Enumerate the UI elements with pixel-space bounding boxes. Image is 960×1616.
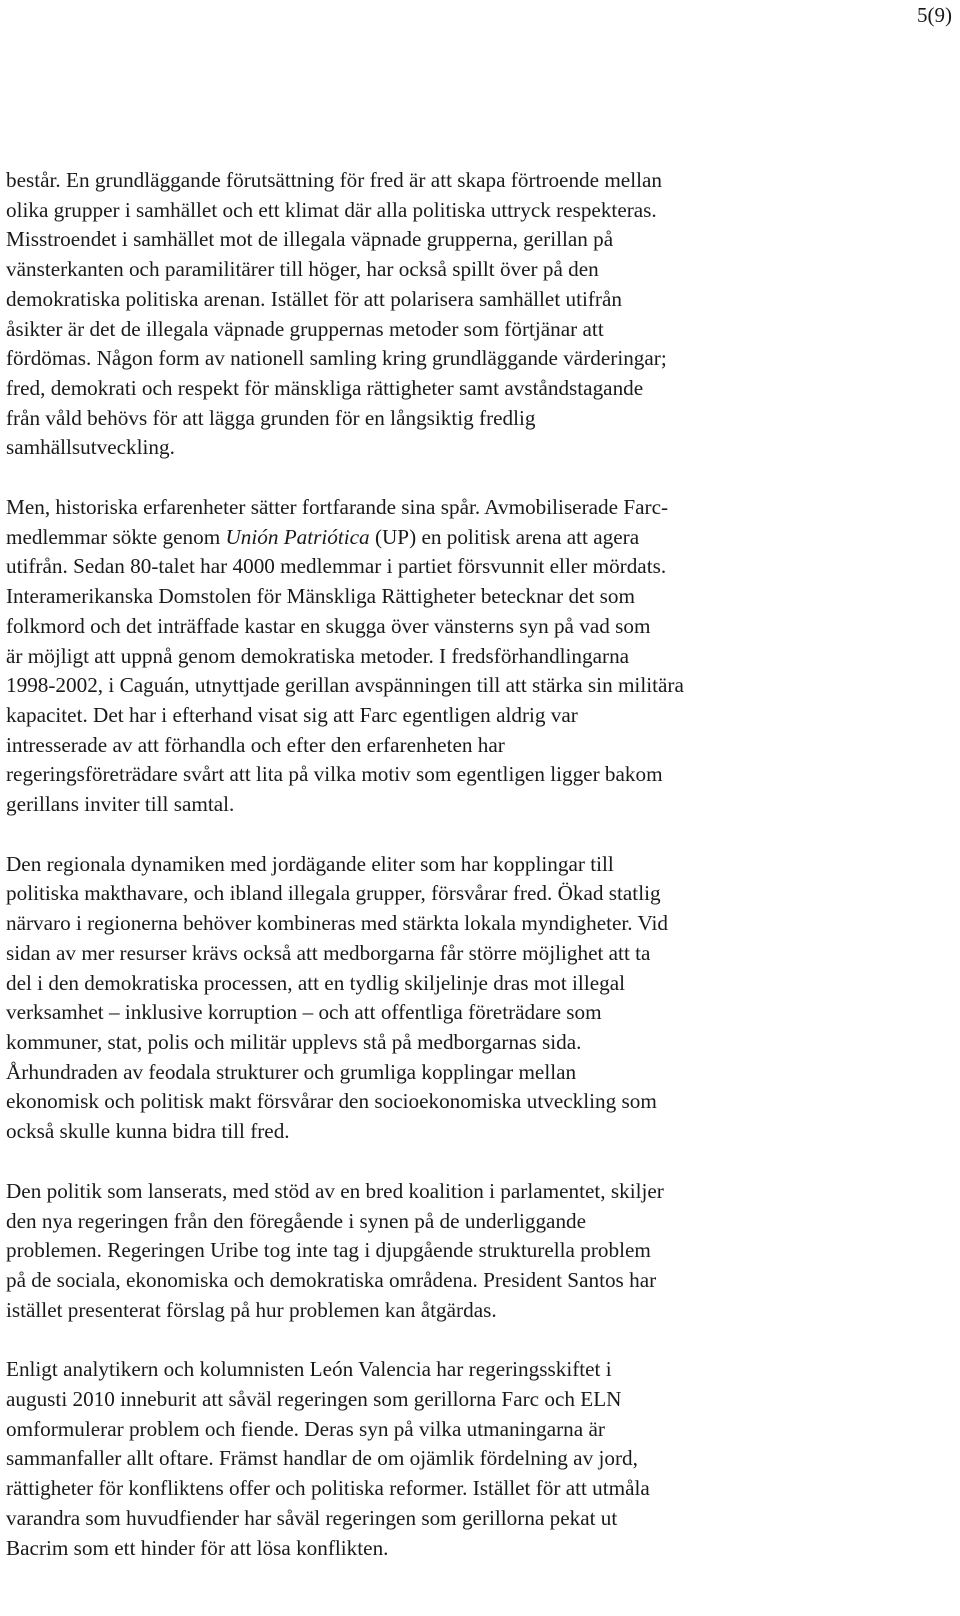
italic-party-name: Unión Patriótica [225,524,370,549]
text-line: också skulle kunna bidra till fred. [6,1119,290,1144]
text-line: Misstroendet i samhället mot de illegala väpnade grupperna, gerillan på [6,227,614,252]
text-line: den nya regeringen från den föregående i synen på de underliggande [6,1208,587,1233]
text-line: istället presenterat förslag på hur problemen kan åtgärdas. [6,1297,497,1322]
text-line: utifrån. Sedan 80-talet har 4000 medlemmar i partiet försvunnit eller mördats. [6,554,667,579]
paragraph-3 [6,850,826,1147]
text-line: Den regionala dynamiken med jordägande eliter som har kopplingar till [6,851,614,876]
text-line: problemen. Regeringen Uribe tog inte tag i djupgående strukturella problem [6,1238,651,1263]
text-line: sammanfaller allt oftare. Främst handlar de om ojämlik fördelning av jord, [6,1446,638,1471]
paragraph-1 [6,166,826,463]
text-line: sidan av mer resurser krävs också att medborgarna får större möjlighet att ta [6,940,651,965]
document-body [6,166,826,1563]
text-line: 1998-2002, i Caguán, utnyttjade gerillan avspänningen till att stärka sin militära [6,673,684,698]
text-line: intresserade av att förhandla och efter den erfarenheten har [6,732,505,757]
text-line: omformulerar problem och fiende. Deras syn på vilka utmaningarna är [6,1416,605,1441]
text-line: regeringsföreträdare svårt att lita på vilka motiv som egentligen ligger bakom [6,762,663,787]
text-line: ekonomisk och politisk makt försvårar den socioekonomiska utveckling som [6,1089,657,1114]
paragraph-5 [6,1355,826,1563]
text-line: fördömas. Någon form av nationell samling kring grundläggande värderingar; [6,346,667,371]
text-line: Enligt analytikern och kolumnisten León Valencia har regeringsskiftet i [6,1357,612,1382]
text-line: består. En grundläggande förutsättning för fred är att skapa förtroende mellan [6,168,662,192]
text-line: del i den demokratiska processen, att en tydlig skiljelinje dras mot illegal [6,970,625,995]
text-line: kapacitet. Det har i efterhand visat sig att Farc egentligen aldrig var [6,702,578,727]
text-line: olika grupper i samhället och ett klimat där alla politiska uttryck respekteras. [6,197,657,222]
paragraph-2 [6,493,826,820]
text-line: Interamerikanska Domstolen för Mänskliga Rättigheter betecknar det som [6,584,635,609]
text-line: åsikter är det de illegala väpnade gruppernas metoder som förtjänar att [6,316,604,341]
text-line: Den politik som lanserats, med stöd av en bred koalition i parlamentet, skiljer [6,1178,664,1203]
text-line: på de sociala, ekonomiska och demokratiska områdena. President Santos har [6,1267,657,1292]
text-line: från våld behövs för att lägga grunden för en långsiktig fredlig [6,405,536,430]
text-line: vänsterkanten och paramilitärer till höger, har också spillt över på den [6,257,599,282]
text-line: Bacrim som ett hinder för att lösa konflikten. [6,1535,389,1560]
text-line: demokratiska politiska arenan. Istället för att polarisera samhället utifrån [6,286,622,311]
text-line: varandra som huvudfiender har såväl regeringen som gerillorna pekat ut [6,1505,618,1530]
text-line: fred, demokrati och respekt för mänskliga rättigheter samt avståndstagande [6,375,644,400]
text-line: augusti 2010 inneburit att såväl regeringen som gerillorna Farc och ELN [6,1387,622,1412]
page-number: 5(9) [917,3,952,27]
text-line: folkmord och det inträffade kastar en skugga över vänsterns syn på vad som [6,613,651,638]
text-line: kommuner, stat, polis och militär upplevs stå på medborgarnas sida. [6,1029,582,1054]
text-line: politiska makthavare, och ibland illegala grupper, försvårar fred. Ökad statlig [6,881,661,906]
text-line: Århundraden av feodala strukturer och grumliga kopplingar mellan [6,1059,577,1084]
text-line [6,523,826,553]
paragraph-4 [6,1177,826,1326]
text-fragment: (UP) en politisk arena att agera [369,524,640,549]
text-fragment: medlemmar sökte genom [6,524,226,549]
text-line: Men, historiska erfarenheter sätter fortfarande sina spår. Avmobiliserade Farc- [6,495,669,520]
text-line: gerillans inviter till samtal. [6,792,235,817]
text-line: är möjligt att uppnå genom demokratiska metoder. I fredsförhandlingarna [6,643,630,668]
text-line: verksamhet – inklusive korruption – och att offentliga företrädare som [6,1000,602,1025]
text-line: samhällsutveckling. [6,435,175,460]
text-line: närvaro i regionerna behöver kombineras med stärkta lokala myndigheter. Vid [6,911,668,936]
text-line: rättigheter för konfliktens offer och politiska reformer. Istället för att utmåla [6,1476,650,1501]
